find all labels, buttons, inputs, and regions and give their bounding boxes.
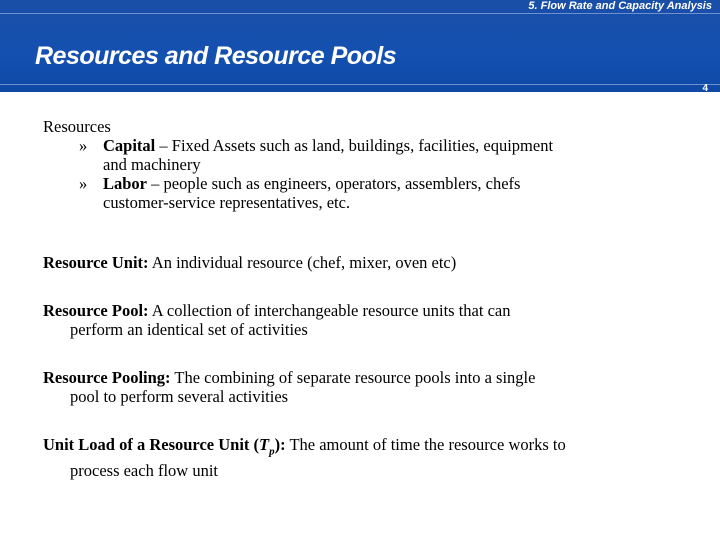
definition-text-continued: perform an identical set of activities xyxy=(70,320,308,339)
section-label: 5. Flow Rate and Capacity Analysis xyxy=(528,0,712,12)
definition-text: The amount of time the resource works to xyxy=(285,435,566,454)
unit-load-subscript: p xyxy=(269,445,275,458)
bullet-marker: » xyxy=(79,174,88,193)
definition-term: Resource Pooling: xyxy=(43,368,171,387)
bullet-term: Labor xyxy=(103,174,148,193)
resources-heading: Resources xyxy=(43,117,111,136)
definition-text: An individual resource (chef, mixer, oven etc) xyxy=(148,253,457,272)
bullet-marker: » xyxy=(79,136,88,155)
bullet-text-continued: and machinery xyxy=(103,155,201,174)
definition-resource-pool xyxy=(43,301,703,339)
header-top-rule xyxy=(0,13,720,14)
slide-header xyxy=(0,0,720,92)
bullet-term: Capital xyxy=(103,136,156,155)
resources-section xyxy=(43,117,703,212)
page-number: 4 xyxy=(702,83,708,94)
definition-text-continued: process each flow unit xyxy=(70,461,218,481)
bullet-text: – Fixed Assets such as land, buildings, facilities, equipment xyxy=(155,136,554,155)
definition-text-continued: pool to perform several activities xyxy=(70,387,289,406)
definition-term: Resource Unit: xyxy=(43,253,149,272)
definition-text: A collection of interchangeable resource units that can xyxy=(148,301,511,320)
bullet-capital xyxy=(79,136,703,174)
header-bottom-rule xyxy=(0,84,720,85)
definition-term: Resource Pool: xyxy=(43,301,149,320)
definition-text: The combining of separate resource pools into a single xyxy=(170,368,536,387)
definition-unit-load xyxy=(43,435,703,480)
bullet-labor xyxy=(79,174,703,212)
unit-load-symbol: T xyxy=(259,435,270,454)
definition-resource-pooling xyxy=(43,368,703,406)
slide-title: Resources and Resource Pools xyxy=(35,42,397,70)
bullet-text-continued: customer-service representatives, etc. xyxy=(103,193,351,212)
definition-term: Unit Load of a Resource Unit $(T_p)$: xyxy=(43,435,286,458)
bullet-text: – people such as engineers, operators, assemblers, chefs xyxy=(147,174,521,193)
definition-resource-unit xyxy=(43,253,703,272)
